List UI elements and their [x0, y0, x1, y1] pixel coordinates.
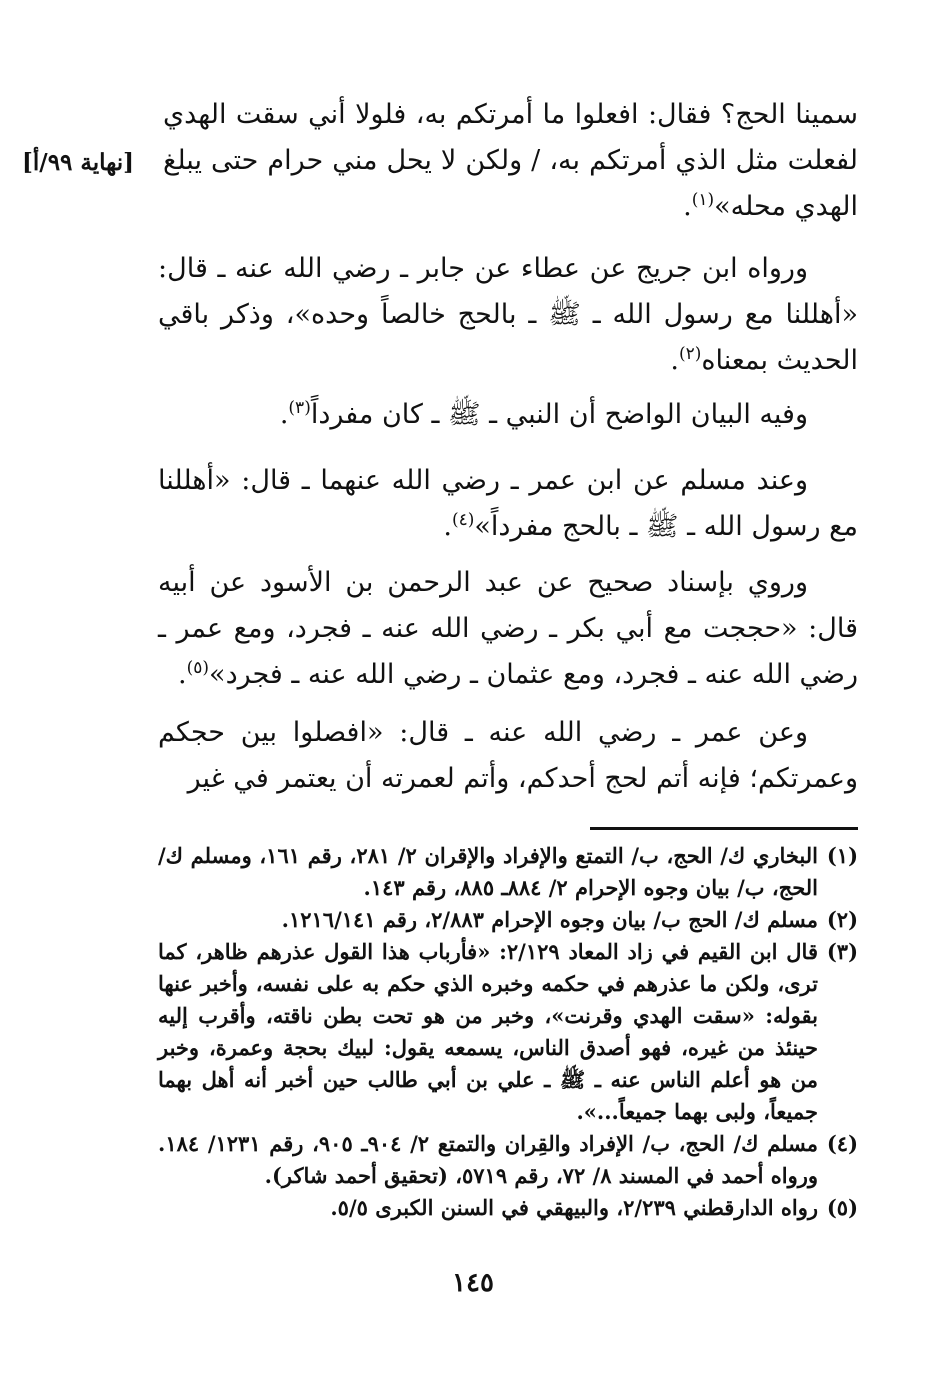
paragraph-umar [158, 710, 858, 802]
margin-note: [نهاية ٩٩/أ] [22, 149, 135, 176]
footnote-number: (٢) [826, 907, 858, 932]
footnote-marker[interactable]: (٢) [678, 344, 702, 364]
footnote-item [158, 936, 858, 1128]
footnotes [158, 840, 858, 1224]
sentence-end: . [670, 345, 679, 376]
footnote-item [158, 904, 858, 936]
footnote-text: مسلم ك/ الحج ب/ بيان وجوه الإحرام ٢/٨٨٣، رقم ١٢١٦/١٤١. [281, 907, 818, 932]
footnote-item [158, 1192, 858, 1224]
footnote-text: قال ابن القيم في زاد المعاد ٢/١٢٩: «فأرباب هذا القول عذرهم ظاهر، كما ترى، ولكن ما عذرهم في حكمه وخبره الذي حكم به على نفسه، وأخبر عنها بقوله: «سقت الهدي وقرنت»، وخبر من هو تحت بطن ناقته، وأقرب إليه حينئذ من غيره، فهو أصدق الناس، يسمعه يقول: لبيك بحجة وعمرة، وخبر من هو أعلم الناس عنه ـ ﷺ ـ علي بن أبي طالب حين أخبر أنه أهل بهما جميعاً، ولبى بهما جميعاً...». [158, 939, 818, 1124]
footnote-number: (٤) [826, 1131, 858, 1156]
paragraph-bayan [158, 392, 858, 438]
footnote-number: (١) [826, 843, 858, 868]
footnote-marker[interactable]: (١) [691, 190, 715, 210]
footnote-number: (٥) [826, 1195, 858, 1220]
sentence-end: . [178, 659, 187, 690]
footnote-marker[interactable]: (٥) [186, 658, 210, 678]
footnote-text: مسلم ك/ الحج، ب/ الإفراد والقِران والتمتع ٢/ ٩٠٤ـ ٩٠٥، رقم ١٢٣١/ ١٨٤. ورواه أحمد في المسند ٨/ ٧٢، رقم ٥٧١٩، (تحقيق أحمد شاكر). [158, 1131, 819, 1188]
sentence-end: . [683, 191, 692, 222]
paragraph-text: وفيه البيان الواضح أن النبي ـ ﷺ ـ كان مفرداً [310, 399, 808, 430]
footnote-marker[interactable]: (٤) [451, 510, 475, 530]
paragraph-text: وعن عمر ـ رضي الله عنه ـ قال: «افصلوا بين حجكم وعمرتكم؛ فإنه أتم لحج أحدكم، وأتم لعمرته أن يعتمر في غير [158, 717, 858, 794]
paragraph-text: وعند مسلم عن ابن عمر ـ رضي الله عنهما ـ قال: «أهللنا مع رسول الله ـ ﷺ ـ بالحج مفرداً» [158, 465, 858, 542]
paragraph-text: ورواه ابن جريج عن عطاء عن جابر ـ رضي الله عنه ـ قال: «أهللنا مع رسول الله ـ ﷺ ـ بالحج خالصاً وحده»، وذكر باقي الحديث بمعناه [158, 253, 858, 376]
sentence-end: . [443, 511, 452, 542]
paragraph-jurayj [158, 246, 858, 384]
footnote-item [158, 840, 858, 904]
page-number: ١٤٥ [452, 1268, 494, 1298]
footnote-number: (٣) [826, 939, 858, 964]
footnote-divider [590, 827, 858, 830]
paragraph-muslim [158, 458, 858, 550]
footnote-item [158, 1128, 858, 1192]
paragraph-intro [163, 92, 858, 230]
footnote-marker[interactable]: (٣) [288, 398, 311, 418]
paragraph-text: سمينا الحج؟ فقال: افعلوا ما أمرتكم به، فلولا أني سقت الهدي لفعلت مثل الذي أمرتكم به، / ولكن لا يحل مني حرام حتى يبلغ الهدي محله» [163, 99, 858, 222]
footnote-text: البخاري ك/ الحج، ب/ التمتع والإفراد والإقران ٢/ ٢٨١، رقم ١٦١، ومسلم ك/ الحج، ب/ بيان وجوه الإحرام ٢/ ٨٨٤ـ ٨٨٥، رقم ١٤٣. [158, 843, 818, 900]
sentence-end: . [279, 399, 289, 430]
paragraph-aswad [158, 560, 858, 698]
paragraph-text: وروي بإسناد صحيح عن عبد الرحمن بن الأسود عن أبيه قال: «حججت مع أبي بكر ـ رضي الله عنه ـ فجرد، ومع عمر ـ رضي الله عنه ـ فجرد، ومع عثمان ـ رضي الله عنه ـ فجرد» [158, 567, 858, 690]
footnote-text: رواه الدارقطني ٢/٢٣٩، والبيهقي في السنن الكبرى ٥/٥. [330, 1195, 818, 1220]
